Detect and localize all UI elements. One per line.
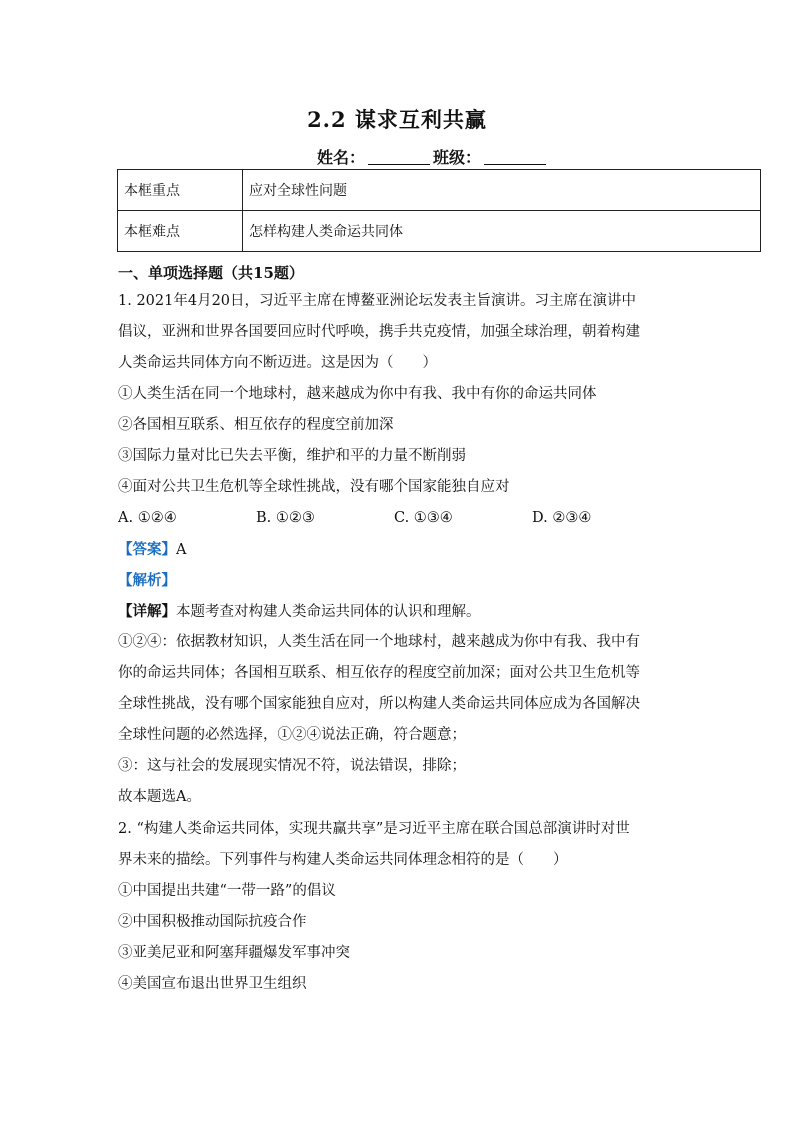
question-2 (118, 814, 678, 1000)
question-line: 界未来的描绘。下列事件与构建人类命运共同体理念相符的是（ ） (118, 852, 568, 868)
detail-text-line: 全球性挑战，没有哪个国家能独自应对，所以构建人类命运共同体应成为各国解决 (118, 696, 640, 712)
detail-text-line: ①②④：依据教材知识，人类生活在同一个地球村，越来越成为你中有我、我中有 (118, 634, 640, 650)
option-a: A. ①②④ (118, 510, 177, 526)
answer-value: A (176, 542, 187, 558)
statement-item: ④美国宣布退出世界卫生组织 (118, 976, 307, 992)
question-line: 倡议，亚洲和世界各国要回应时代呼唤，携手共克疫情，加强全球治理，朝着构建 (118, 324, 640, 340)
question-1 (118, 286, 678, 813)
table-cell-value: 应对全球性问题 (243, 170, 761, 211)
answer-label: 【答案】 (118, 541, 176, 558)
options-row (118, 503, 678, 534)
section-title: 一、单项选择题（共15题） (118, 264, 304, 282)
detail-text-line: 故本题选A。 (118, 789, 201, 805)
name-class-line (317, 145, 549, 168)
table-cell-key: 本框难点 (118, 211, 243, 252)
detail-label: 【详解】 (118, 603, 176, 620)
option-b: B. ①②③ (256, 510, 315, 526)
statement-item: ①中国提出共建“一带一路”的倡议 (118, 883, 336, 899)
detail-text-line: 你的命运共同体；各国相互联系、相互依存的程度空前加深；面对公共卫生危机等 (118, 665, 640, 681)
focus-table (117, 169, 761, 252)
question-line: 人类命运共同体方向不断迈进。这是因为（ ） (118, 355, 437, 371)
statement-item: ②各国相互联系、相互依存的程度空前加深 (118, 417, 394, 433)
page-title: 2.2 谋求互利共赢 (307, 107, 487, 132)
detail-text-line: 全球性问题的必然选择，①②④说法正确，符合题意； (118, 727, 466, 743)
statement-item: ③亚美尼亚和阿塞拜疆爆发军事冲突 (118, 945, 350, 961)
detail-line (118, 596, 678, 627)
statement-item: ③国际力量对比已失去平衡，维护和平的力量不断削弱 (118, 448, 466, 464)
answer-line (118, 534, 678, 565)
question-line: 1. 2021年4月20日，习近平主席在博鳌亚洲论坛发表主旨演讲。习主席在演讲中 (118, 293, 637, 309)
detail-text-line: ③：这与社会的发展现实情况不符，说法错误，排除； (118, 758, 466, 774)
class-label: 班级： (433, 148, 482, 167)
statement-item: ①人类生活在同一个地球村，越来越成为你中有我、我中有你的命运共同体 (118, 386, 597, 402)
name-blank (368, 150, 430, 165)
statement-item: ④面对公共卫生危机等全球性挑战，没有哪个国家能独自应对 (118, 479, 510, 495)
class-blank (484, 150, 546, 165)
table-row (118, 211, 761, 252)
option-d: D. ②③④ (532, 510, 592, 526)
option-c: C. ①③④ (394, 510, 453, 526)
table-cell-value: 怎样构建人类命运共同体 (243, 211, 761, 252)
analysis-line (118, 565, 678, 596)
name-label: 姓名： (317, 148, 366, 167)
statement-item: ②中国积极推动国际抗疫合作 (118, 914, 307, 930)
question-line: 2. “构建人类命运共同体，实现共赢共享”是习近平主席在联合国总部演讲时对世 (118, 821, 630, 837)
detail-text: 本题考查对构建人类命运共同体的认识和理解。 (176, 604, 481, 620)
table-cell-key: 本框重点 (118, 170, 243, 211)
analysis-label: 【解析】 (118, 572, 176, 589)
table-row (118, 170, 761, 211)
